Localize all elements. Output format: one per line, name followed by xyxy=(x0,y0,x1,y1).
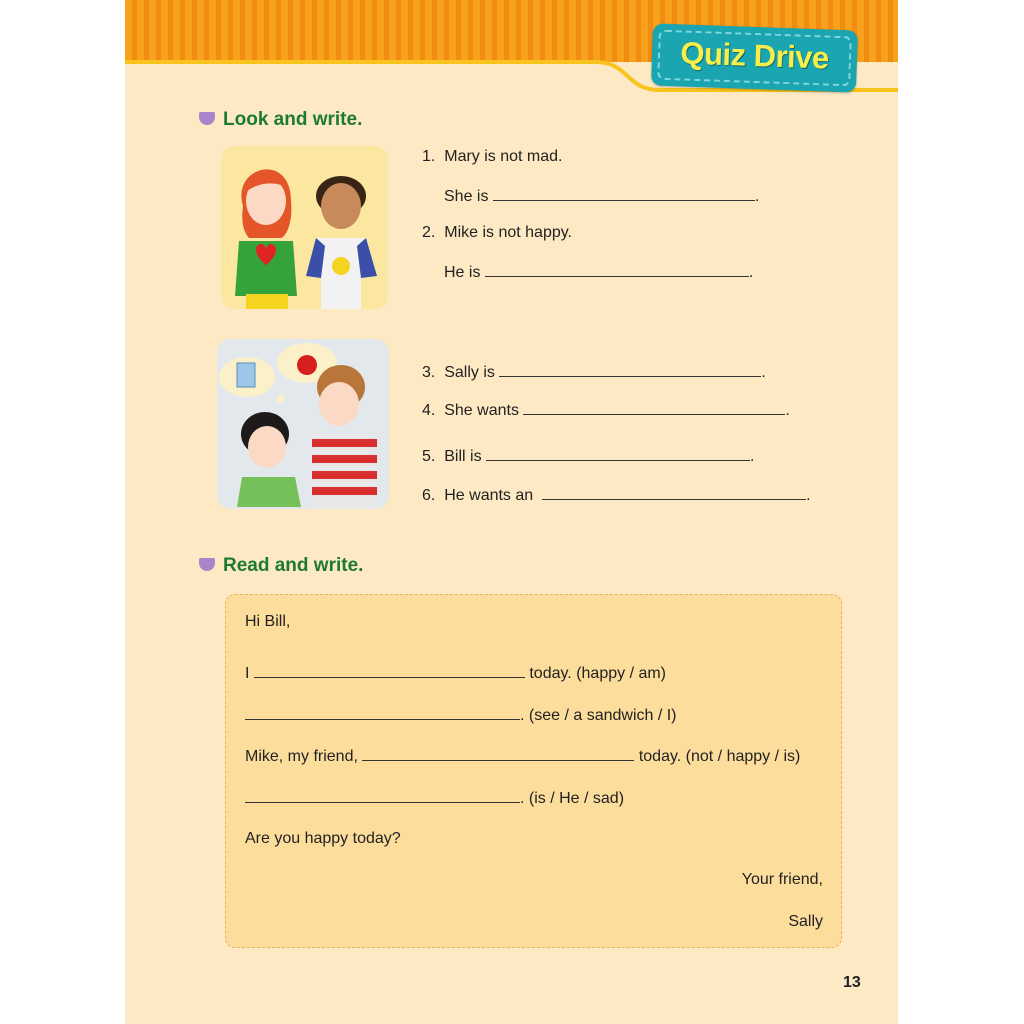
question-3: 3. Sally is . xyxy=(422,364,766,381)
answer-blank[interactable] xyxy=(542,485,806,500)
letter-line-1: I today. (happy / am) xyxy=(245,665,667,682)
question-4: 4. She wants . xyxy=(422,402,790,419)
answer-blank[interactable] xyxy=(486,446,750,461)
letter-line-2: . (see / a sandwich / I) xyxy=(245,705,677,725)
answer-blank[interactable] xyxy=(245,788,520,803)
letter-greeting: Hi Bill, xyxy=(245,613,291,630)
page-title: Quiz Drive xyxy=(679,35,830,76)
letter-question: Are you happy today? xyxy=(245,830,401,847)
answer-blank[interactable] xyxy=(254,663,525,678)
page-number: 13 xyxy=(843,974,861,991)
question-2-answer-line: He is . xyxy=(444,264,754,281)
letter-box xyxy=(225,594,842,948)
letter-line-3: Mike, my friend, today. (not / happy / is) xyxy=(245,748,801,765)
letter-closing: Your friend, xyxy=(741,871,823,888)
illustration-sally-and-bill xyxy=(217,339,389,509)
question-6: 6. He wants an . xyxy=(422,487,811,504)
letter-line-4: . (is / He / sad) xyxy=(245,788,624,808)
children-illustration-icon xyxy=(221,146,388,309)
answer-blank[interactable] xyxy=(523,400,785,415)
illustration-mary-and-mike xyxy=(221,146,388,309)
children-thinking-illustration-icon xyxy=(217,339,389,509)
quiz-drive-badge xyxy=(651,23,858,92)
question-1-text: 1. Mary is not mad. xyxy=(422,148,563,165)
question-1-answer-line: She is . xyxy=(444,188,760,205)
answer-blank[interactable] xyxy=(499,362,761,377)
question-5: 5. Bill is . xyxy=(422,448,755,465)
section-title-look-and-write: Look and write. xyxy=(223,109,363,130)
letter-signature: Sally xyxy=(788,913,823,930)
answer-blank[interactable] xyxy=(493,186,755,201)
answer-blank[interactable] xyxy=(485,262,749,277)
answer-blank[interactable] xyxy=(362,746,634,761)
section-title-read-and-write: Read and write. xyxy=(223,555,364,576)
answer-blank[interactable] xyxy=(245,705,520,720)
question-2-text: 2. Mike is not happy. xyxy=(422,224,572,241)
